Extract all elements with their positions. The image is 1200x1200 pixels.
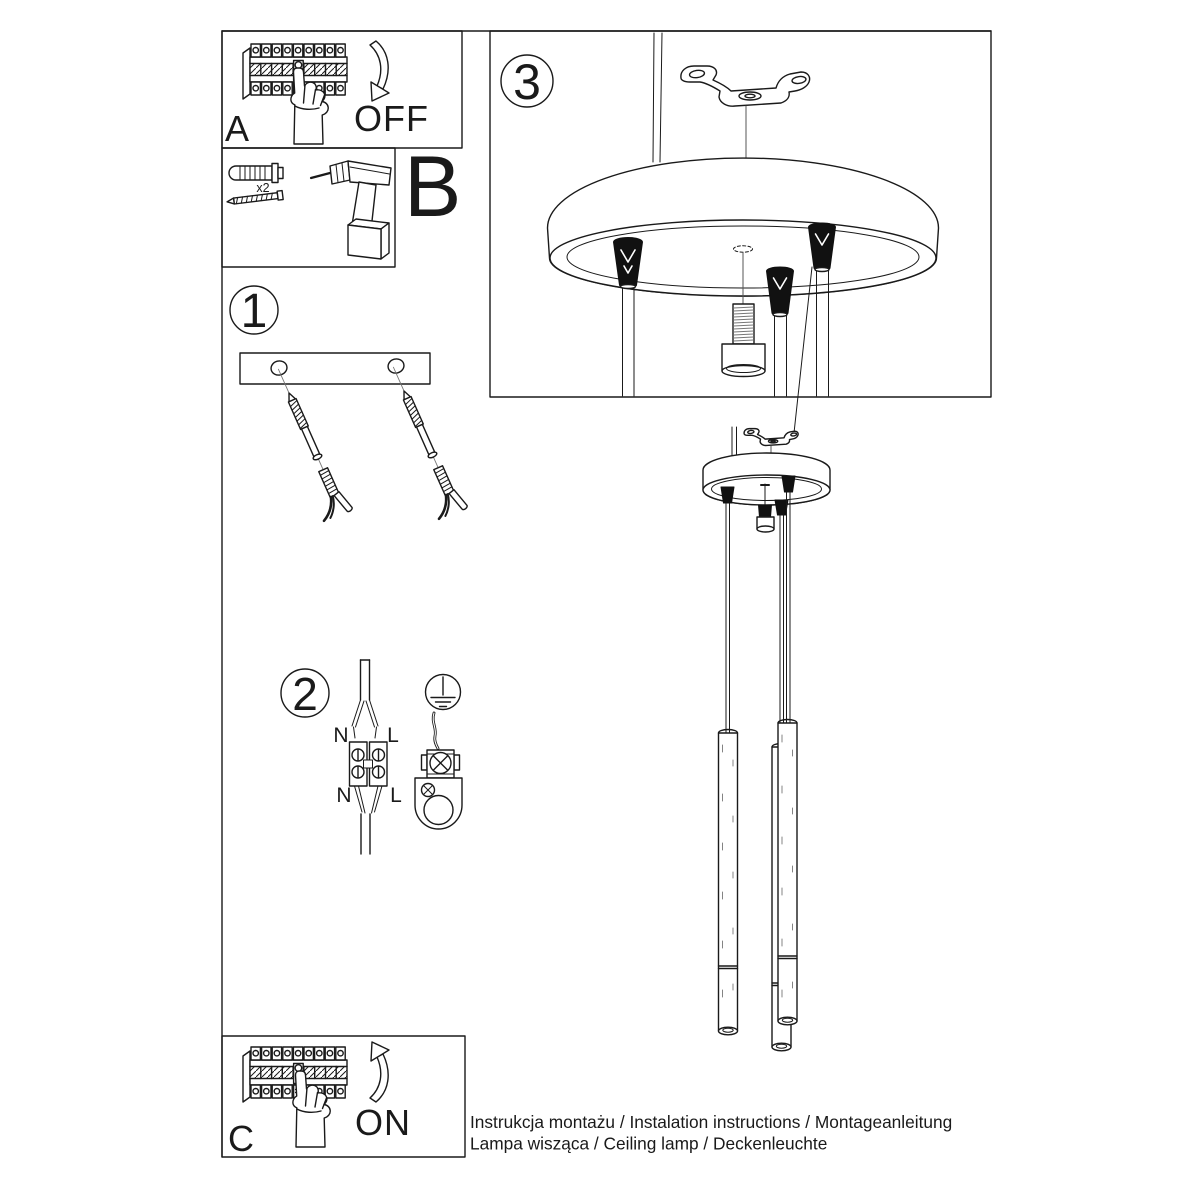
step-3 xyxy=(501,33,939,433)
footer xyxy=(470,1112,952,1154)
screw-anchor-left xyxy=(260,365,353,523)
center-screw-icon xyxy=(722,304,765,377)
assembled-lamp xyxy=(703,427,830,1051)
arrow-down-icon xyxy=(370,41,389,101)
footer-title-line: Instrukcja montażu / Instalation instructions / Montageanleitung xyxy=(470,1112,953,1132)
panel-c-action-label: ON xyxy=(355,1102,411,1143)
step-2-number: 2 xyxy=(292,668,318,720)
panel-c xyxy=(228,1042,411,1159)
pendant-tube-right xyxy=(778,720,797,1025)
panel-a-label: A xyxy=(225,108,250,149)
terminal-l-bottom-label: L xyxy=(390,784,402,807)
drill-icon xyxy=(311,161,391,259)
step-1-number: 1 xyxy=(240,285,268,338)
step-2 xyxy=(281,660,462,854)
screw-icon xyxy=(227,191,284,207)
wall-anchor-icon xyxy=(229,164,283,183)
canopy-small xyxy=(703,427,830,532)
step-3-number: 3 xyxy=(513,54,541,110)
panel-b xyxy=(227,139,462,259)
panel-c-label: C xyxy=(228,1118,254,1159)
ground-symbol-icon xyxy=(426,675,461,710)
panel-a-action-label: OFF xyxy=(354,98,429,139)
panel-b-label: B xyxy=(404,139,462,235)
screw-anchor-right xyxy=(375,363,468,521)
step-1 xyxy=(230,285,468,522)
terminal-wiring-diagram xyxy=(350,660,388,854)
terminal-n-bottom-label: N xyxy=(336,784,352,807)
arrow-up-icon xyxy=(370,1042,389,1102)
pendant-tube-left xyxy=(719,730,738,1035)
anchor-quantity-label: x2 xyxy=(256,181,270,195)
canopy-large xyxy=(548,33,939,396)
panel-a xyxy=(225,41,429,149)
terminal-n-top-label: N xyxy=(333,724,349,747)
footer-product-line: Lampa wisząca / Ceiling lamp / Deckenleuchte xyxy=(470,1133,828,1154)
terminal-l-top-label: L xyxy=(387,724,399,747)
ground-terminal-icon xyxy=(415,713,462,829)
